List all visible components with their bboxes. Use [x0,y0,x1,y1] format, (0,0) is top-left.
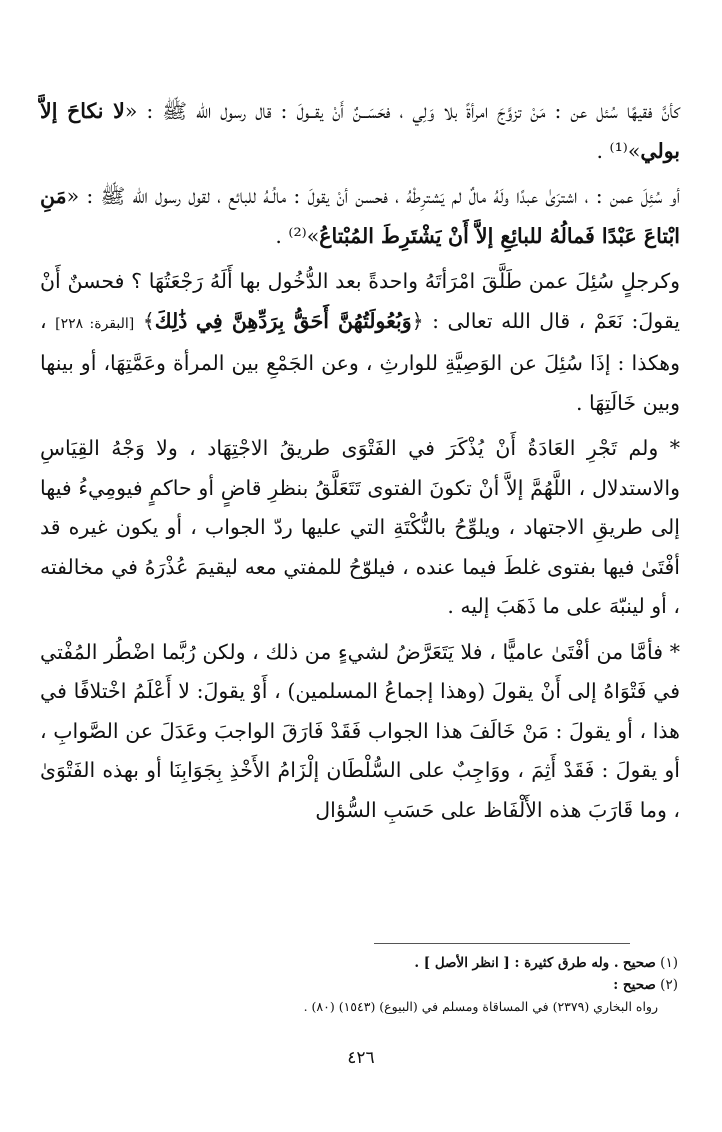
text-line: القِيَاسِ والاستدلال ، اللَّهُمَّ إلاَّ أنْ تكونَ الفتوى تَتَعَلَّقُ بنظرِ قاضٍ أو حاكمٍ [40,436,680,500]
footnotes [40,952,680,1018]
paragraph-ijtihad [40,429,680,627]
hadith-quote: لا نكاحَ إلاَّ بولي [40,99,680,163]
text-line: كأنَّ فقيهًا سُئل عن : مَنْ تزوَّجَ امرأةً بلا وَلِي ، فحَسَــنٌ أَنْ يقــولَ : قال [255,99,680,123]
page-number: ٤٢٦ [347,1048,375,1068]
footnote-2-source: رواه البخاري (٢٣٧٩) في المساقاة ومسلم في (البيوع) (١٥٤٣) (٨٠) . [303,999,658,1014]
text-line: اخْتلافًا في هذا ، أو يقولَ : مَنْ خَالَفَ هذا الجواب فَقَدْ فَارَقَ الواجبَ [40,679,680,743]
quran-verse-end: ذَٰلِكَ [154,308,188,333]
text-line: الجَمْعِ بين المرأة وعَمَّتِهَا، أو بينها وبين خَالَتِهَا . [40,351,680,415]
text-line: ، وهكذا : إذَا سُئِلَ عن الوَصِيَّةِ للوارثِ ، وعن [40,308,680,375]
paragraph-layman [40,633,680,831]
verse-bracket: ﴾ [142,308,155,333]
footnote-number: (٢) [660,977,678,993]
text-line: * ولم تَجْرِ العَادَةُ أَنْ يُذْكَرَ في الفَتْوَى طريقُ الاجْتِهَاد ، ولا وَجْهُ [111,436,680,460]
hadith-quote: مَنِ ابْتاعَ عَبْدًا فَمالُهُ للبائِعِ إلاَّ أَنْ [40,184,680,248]
text-line: رسول الله ﷺ : « [124,99,247,123]
footnote-text: . وله طرق كثيرة : [ انظر الأصل ] . [414,955,619,971]
paragraph-divorce [40,262,680,423]
text-line: وعَدَلَ عن الصَّوابِ ، أو يقولَ : فَقَدْ أَثِمَ ، ووَاجِبٌ على السُّلْطَان إلْزَامُ [40,718,680,782]
footnote-number: (١) [660,955,678,971]
footnote-2 [40,974,680,996]
text-line: وكرجلٍ سُئِلَ عمن طَلَّقَ امْرَأتَهُ واحدةً بعد الدُّخُول بها أَلَهُ رَجْعَتُهَا ؟ [131,269,680,293]
paragraph-marriage [40,92,680,171]
page-body [40,92,680,830]
footnote-1 [40,952,680,974]
quran-verse: وَبُعُولَتُهُنَّ أَحَقُّ بِرَدِّهِنَّ فِي [195,308,412,333]
text-line: فحسنٌ أَنْ يقولَ: نَعَمْ ، قال الله تعالى : ﴿ [40,269,680,333]
footnote-grade: صحيح [622,955,656,971]
text-line: الأَخْذِ بِجَوَابِنَا أو بهذه الفَتْوَىٰ ، وما قَارَبَ هذه الأَلْفَاظ على حَسَبِ السُّؤال [40,758,680,822]
text-line: أو سُئِلَ عمن : ، اشترَىٰ عبدًا ولَهُ مالٌ لم يَشترِطْهُ ، فحسن أنْ يقولَ : [293,184,680,208]
paragraph-slave [40,177,680,256]
text-line: يكون غيره قد أفْتَىٰ فيها بفتوى غلطَ فيما عنده ، فيلوّحُ للمفتي معه ليقيمَ [40,515,680,579]
verse-reference: [البقرة: ٢٢٨] [55,315,135,332]
footnote-ref: »⁽¹⁾ . [596,138,641,163]
text-line: عُذْرَهُ في مخالفته ، أو لينبّهَ على ما ذَهَبَ إليه . [40,554,680,618]
footnote-ref: »⁽²⁾ . [275,223,320,248]
footnote-grade: صحيح : [613,977,656,993]
footnote-divider [374,943,630,944]
text-line: مالُـهُ للبائع ، لقول رسول الله ﷺ : « [66,184,287,208]
hadith-quote-end: يَشْتَرِطَ المُبْتاعُ [319,223,442,248]
text-line: * فأمَّا من أفْتَىٰ عاميًّا ، فلا يَتَعَرَّضُ لشيءٍ من ذلك ، ولكن رُبَّما اضْطُر [104,639,680,664]
text-line: المُفْتي في فَتْوَاهُ إلى أَنْ يقولَ (وهذا إجماعُ المسلمين) ، أَوْ يقولَ: لا أَعْلَمُ [40,639,681,703]
text-line: فيومِيءُ فيها إلى طريقِ الاجتهاد ، ويلوِّحُ بالنُّكْتَةِ التي عليها ردّ الجواب ، أو [40,475,680,539]
